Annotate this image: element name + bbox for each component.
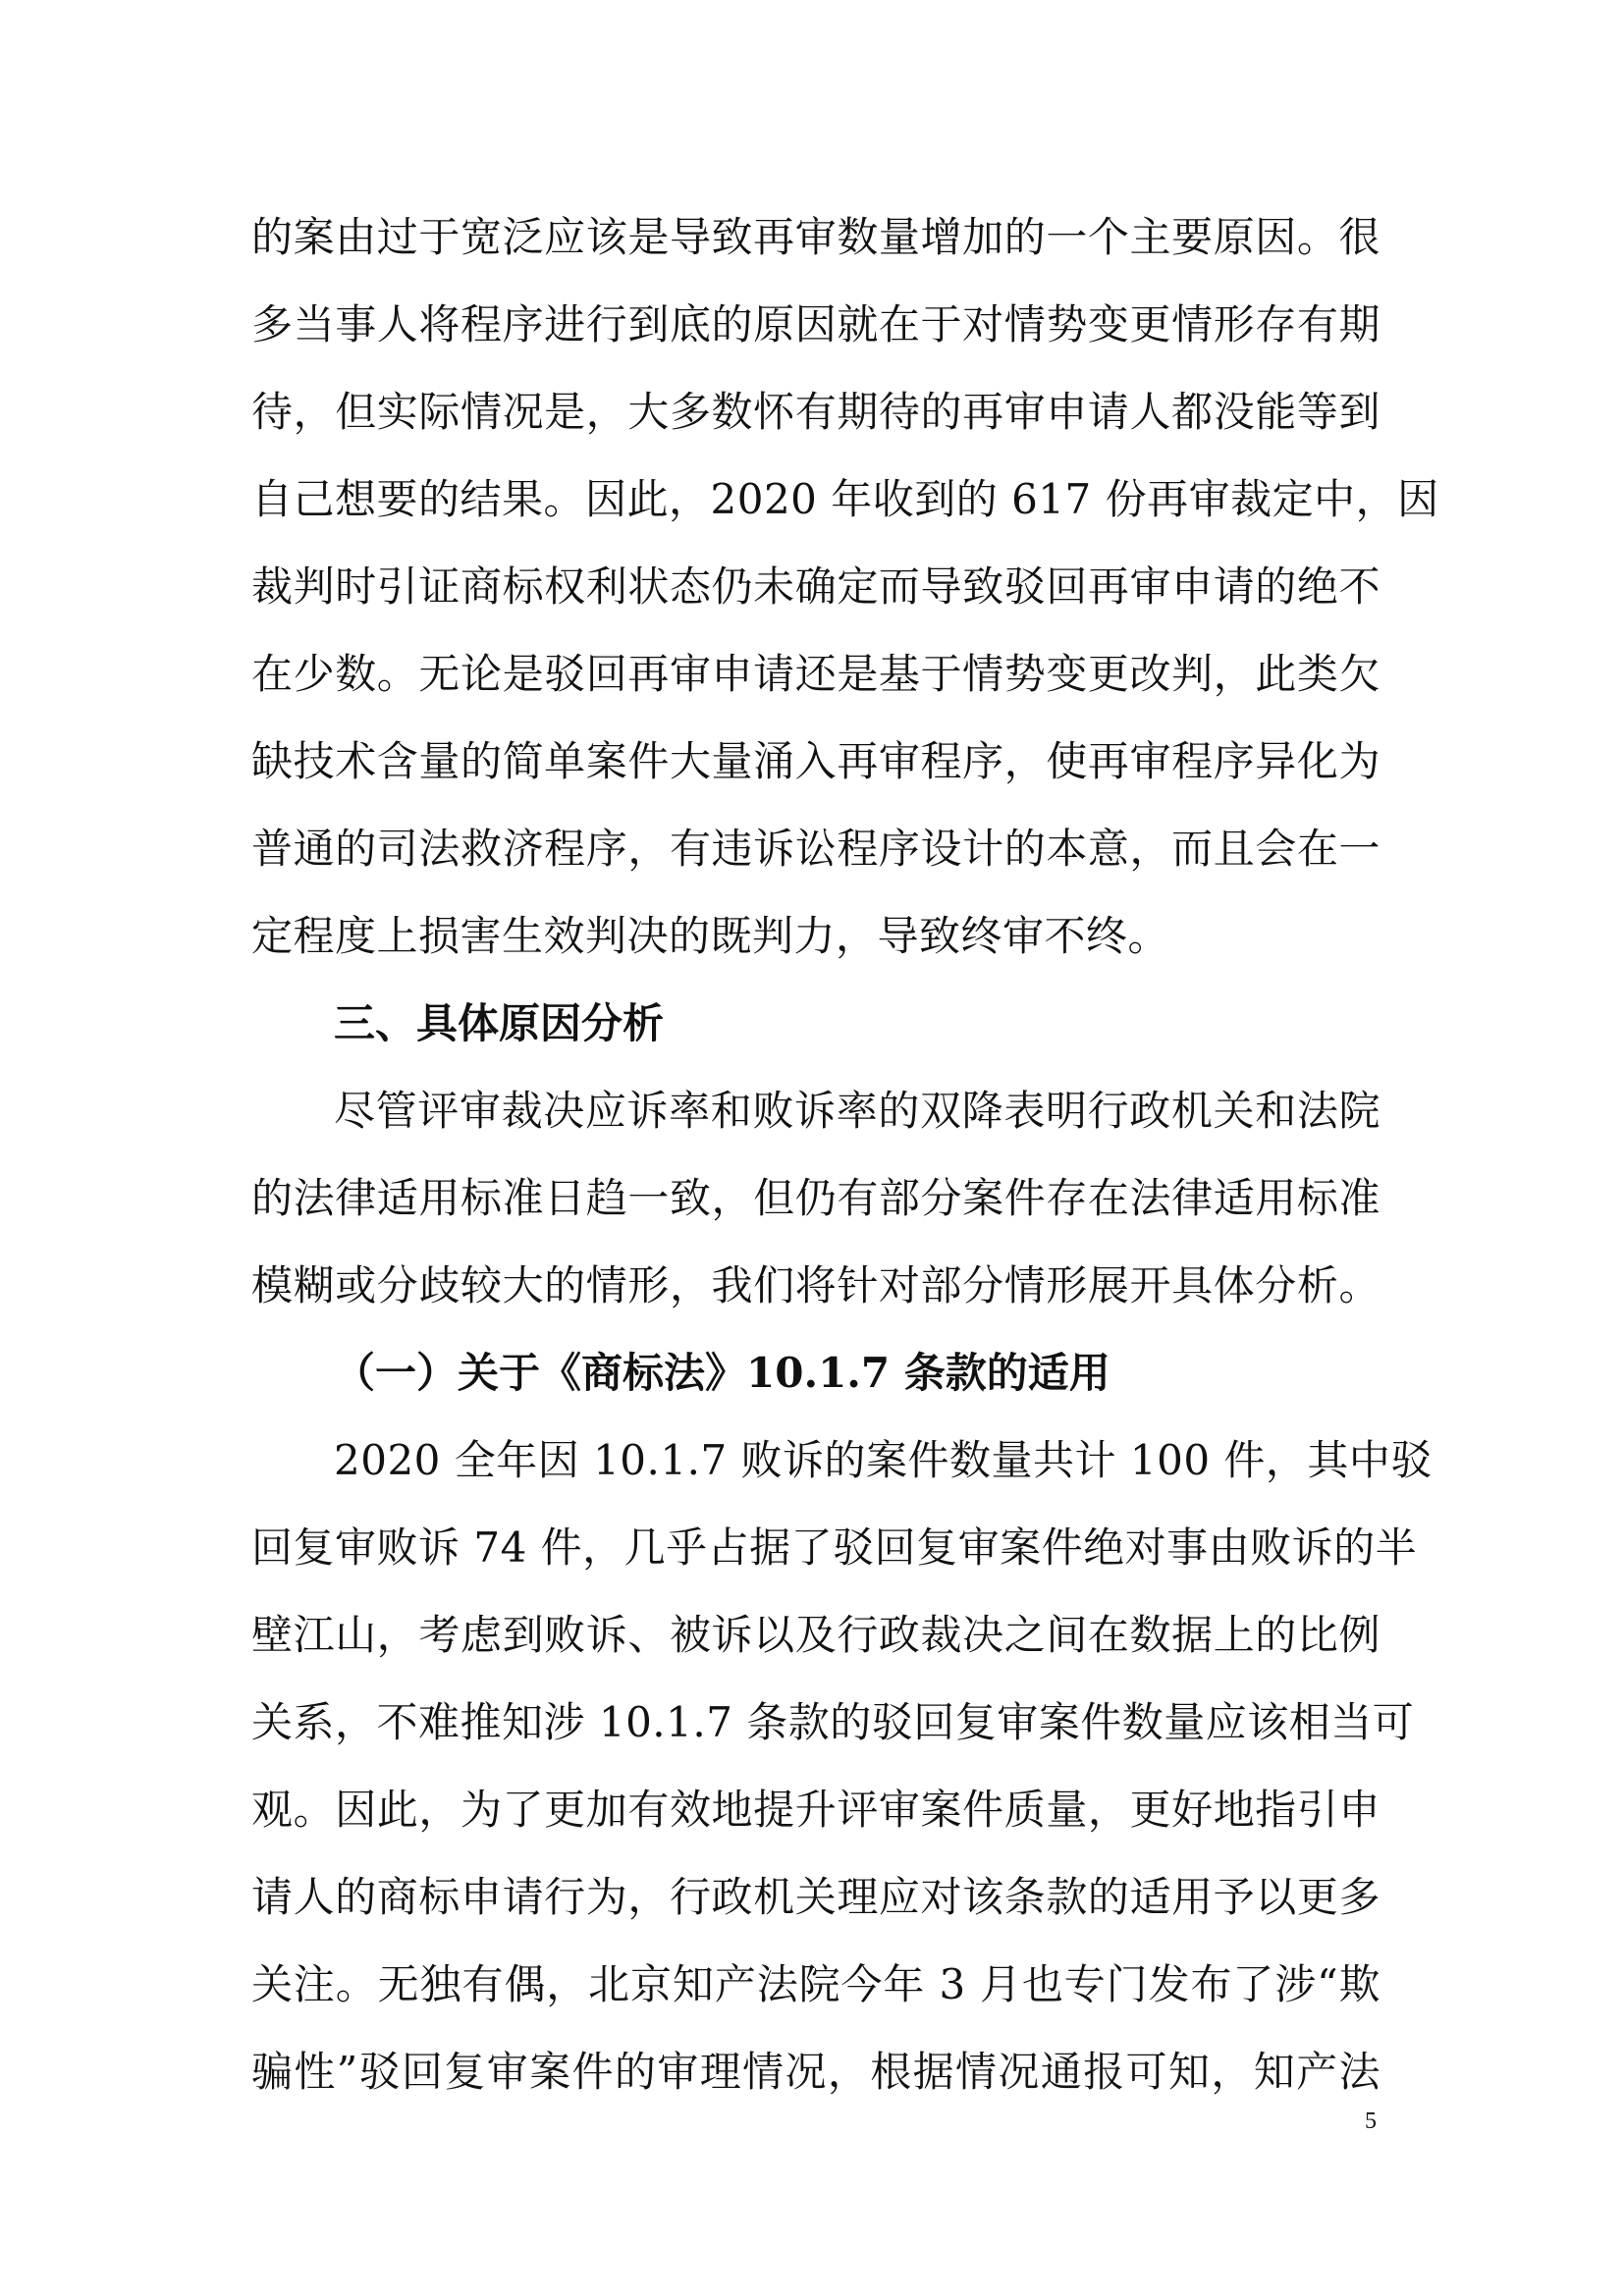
paragraph-line: 关系，不难推知涉 10.1.7 条款的驳回复审案件数量应该相当可 [251,1698,1415,1746]
paragraph-line: 的法律适用标准日趋一致，但仍有部分案件存在法律适用标准 [251,1174,1380,1222]
paragraph-line: 模糊或分歧较大的情形，我们将针对部分情形展开具体分析。 [251,1261,1380,1309]
paragraph-line: 骗性”驳回复审案件的审理情况，根据情况通报可知，知产法 [251,2048,1380,2096]
paragraph-line: 关注。无独有偶，北京知产法院今年 3 月也专门发布了涉“欺 [251,1960,1380,2008]
paragraph-line: 缺技术含量的简单案件大量涌入再审程序，使再审程序异化为 [251,737,1380,785]
paragraph-line: 在少数。无论是驳回再审申请还是基于情势变更改判，此类欠 [251,650,1380,698]
paragraph-line: 请人的商标申请行为，行政机关理应对该条款的适用予以更多 [251,1873,1380,1921]
paragraph-line: 回复审败诉 74 件，几乎占据了驳回复审案件绝对事由败诉的半 [251,1523,1418,1572]
paragraph-line: 观。因此，为了更加有效地提升评审案件质量，更好地指引申 [251,1786,1380,1834]
paragraph-line: 壁江山，考虑到败诉、被诉以及行政裁决之间在数据上的比例 [251,1611,1380,1659]
paragraph-line: 2020 全年因 10.1.7 败诉的案件数量共计 100 件，其中驳 [334,1436,1433,1484]
page-number: 5 [1365,2109,1377,2134]
subsection-heading: （一）关于《商标法》10.1.7 条款的适用 [334,1349,1110,1397]
paragraph-line: 定程度上损害生效判决的既判力，导致终审不终。 [251,912,1170,960]
paragraph-line: 尽管评审裁决应诉率和败诉率的双降表明行政机关和法院 [334,1087,1380,1135]
paragraph-line: 待，但实际情况是，大多数怀有期待的再审申请人都没能等到 [251,388,1380,436]
paragraph-line: 多当事人将程序进行到底的原因就在于对情势变更情形存有期 [251,300,1380,348]
paragraph-line: 裁判时引证商标权利状态仍未确定而导致驳回再审申请的绝不 [251,562,1380,611]
paragraph-line: 普通的司法救济程序，有违诉讼程序设计的本意，而且会在一 [251,825,1380,873]
paragraph-line: 的案由过于宽泛应该是导致再审数量增加的一个主要原因。很 [251,213,1380,261]
paragraph-line: 自己想要的结果。因此，2020 年收到的 617 份再审裁定中，因 [251,475,1439,523]
section-heading: 三、具体原因分析 [334,999,665,1047]
